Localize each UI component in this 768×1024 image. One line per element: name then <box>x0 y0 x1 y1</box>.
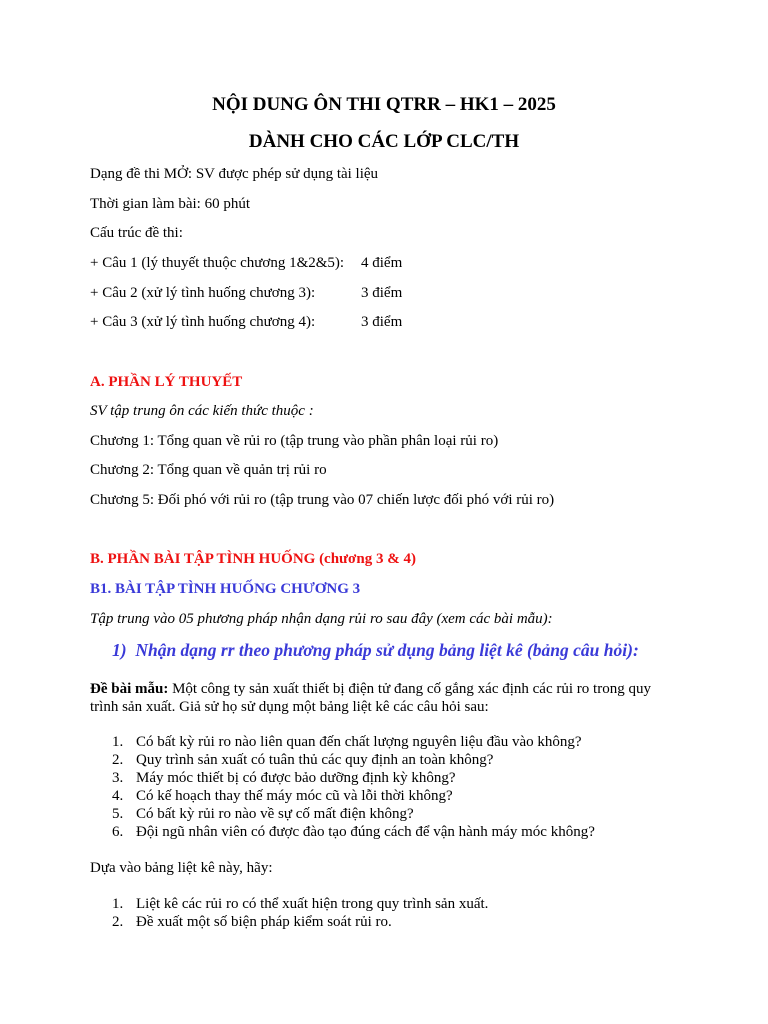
section-a-heading: A. PHẦN LÝ THUYẾT <box>90 374 243 390</box>
b1-intro: Tập trung vào 05 phương pháp nhận dạng rủi ro sau đây (xem các bài mẫu): <box>90 611 553 627</box>
question-3-label: + Câu 3 (xử lý tình huống chương 4): <box>90 314 316 330</box>
sample-text-1: Một công ty sản xuất thiết bị điện tử đang cố gắng xác định các rủi ro trong quy <box>168 681 651 697</box>
list-item <box>112 769 456 787</box>
exam-format: Dạng đề thi MỞ: SV được phép sử dụng tài liệu <box>90 166 379 182</box>
list-item <box>112 823 595 841</box>
exam-duration: Thời gian làm bài: 60 phút <box>90 196 250 212</box>
list-item-number: 3. <box>112 770 124 786</box>
chapter-2: Chương 2: Tổng quan về quản trị rủi ro <box>90 462 327 478</box>
list-item-text: Đội ngũ nhân viên có được đào tạo đúng cách để vận hành máy móc không? <box>136 824 595 840</box>
exam-structure-label: Cấu trúc đề thi: <box>90 225 183 241</box>
list-item-number: 1. <box>112 734 124 750</box>
list-item-text: Có kế hoạch thay thế máy móc cũ và lỗi thời không? <box>136 788 453 804</box>
list-item <box>112 751 493 769</box>
list-item <box>112 787 453 805</box>
list-item-number: 4. <box>112 788 124 804</box>
question-3-score: 3 điểm <box>361 314 403 330</box>
question-2-label: + Câu 2 (xử lý tình huống chương 3): <box>90 285 316 301</box>
section-a-intro: SV tập trung ôn các kiến thức thuộc : <box>90 403 314 419</box>
list-item-text: Có bất kỳ rủi ro nào về sự cố mất điện không? <box>136 806 414 822</box>
list-item-number: 2. <box>112 752 124 768</box>
list-item-number: 1. <box>112 896 124 912</box>
list-item <box>112 913 392 931</box>
chapter-5: Chương 5: Đối phó với rủi ro (tập trung vào 07 chiến lược đối phó với rủi ro) <box>90 492 555 508</box>
chapter-1: Chương 1: Tổng quan về rủi ro (tập trung vào phần phân loại rủi ro) <box>90 433 499 449</box>
question-2-score: 3 điểm <box>361 285 403 301</box>
page-title: NỘI DUNG ÔN THI QTRR – HK1 – 2025 <box>212 94 556 115</box>
list-item <box>112 805 414 823</box>
list-item-text: Liệt kê các rủi ro có thể xuất hiện trong quy trình sản xuất. <box>136 896 489 912</box>
sample-line-2: trình sản xuất. Giả sử họ sử dụng một bảng liệt kê các câu hỏi sau: <box>90 699 489 715</box>
section-b-heading: B. PHẦN BÀI TẬP TÌNH HUỐNG (chương 3 & 4) <box>90 551 416 567</box>
task-intro: Dựa vào bảng liệt kê này, hãy: <box>90 860 273 876</box>
question-1-label: + Câu 1 (lý thuyết thuộc chương 1&2&5): <box>90 255 345 271</box>
list-item-text: Có bất kỳ rủi ro nào liên quan đến chất lượng nguyên liệu đầu vào không? <box>136 734 582 750</box>
list-item-text: Quy trình sản xuất có tuân thủ các quy định an toàn không? <box>136 752 494 768</box>
list-item <box>112 895 488 913</box>
list-item-number: 2. <box>112 914 124 930</box>
method-1-number: 1) <box>112 640 127 660</box>
sample-line-1 <box>90 680 651 698</box>
method-1-heading <box>112 640 639 661</box>
b1-heading: B1. BÀI TẬP TÌNH HUỐNG CHƯƠNG 3 <box>90 581 361 597</box>
list-item-number: 5. <box>112 806 124 822</box>
sample-label: Đề bài mẫu: <box>90 681 169 697</box>
question-1-score: 4 điểm <box>361 255 403 271</box>
list-item-text: Đề xuất một số biện pháp kiểm soát rủi ro. <box>136 914 392 930</box>
page-subtitle: DÀNH CHO CÁC LỚP CLC/TH <box>248 131 520 152</box>
list-item-text: Máy móc thiết bị có được bảo dưỡng định kỳ không? <box>136 770 456 786</box>
method-1-title: Nhận dạng rr theo phương pháp sử dụng bảng liệt kê (bảng câu hỏi): <box>135 640 639 660</box>
list-item-number: 6. <box>112 824 124 840</box>
list-item <box>112 733 582 751</box>
